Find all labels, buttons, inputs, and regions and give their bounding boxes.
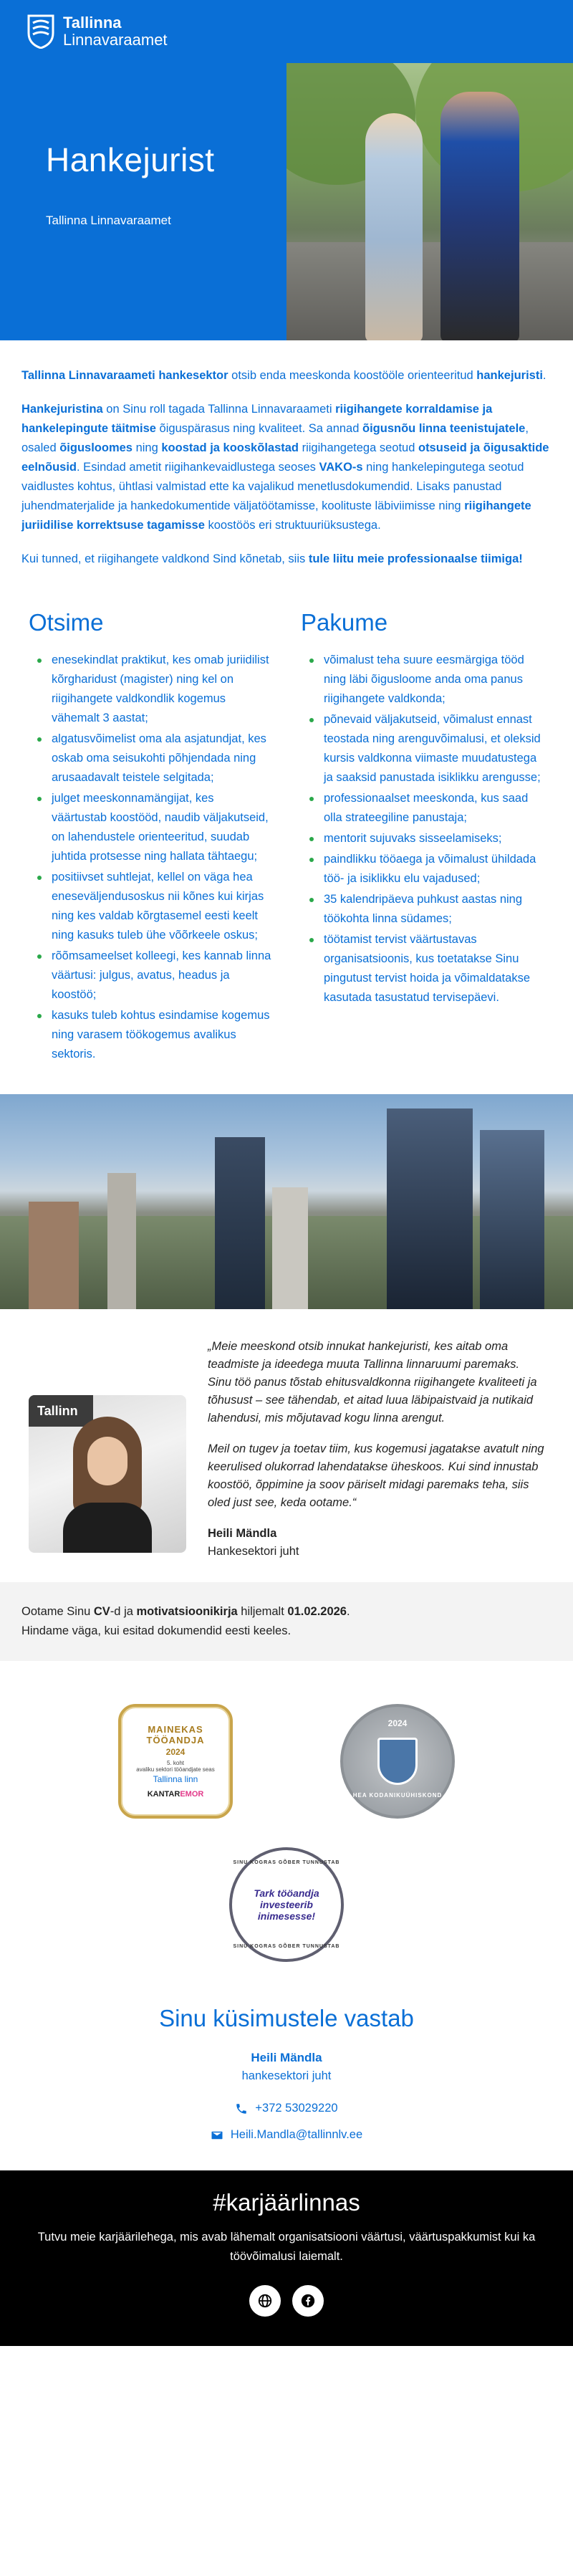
intro-p1-segment: otsib enda meeskonda koostööle orienteeritud (228, 369, 477, 382)
pakume-heading: Pakume (301, 609, 388, 636)
otsime-heading: Otsime (29, 609, 104, 636)
pakume-item: 35 kalendripäeva puhkust aastas ning töökohta linna südames; (301, 890, 544, 929)
intro-p2-segment: riigihangete juriidilise korrektsuse tagamisse (21, 499, 531, 532)
intro-p3-segment: tule liitu meie professionaalse tiimiga! (308, 552, 523, 565)
quote-author-role: Hankesektori juht (208, 1545, 299, 1558)
deadline-date: 01.02.2026 (287, 1605, 347, 1618)
city-photo (0, 1094, 573, 1309)
contact-phone[interactable] (0, 2102, 573, 2115)
contact-email-text[interactable]: Heili.Mandla@tallinnlv.ee (230, 2128, 363, 2141)
intro-p2-segment: , osaled (21, 422, 529, 454)
badge-gold-l5: Tallinna linn (153, 1774, 198, 1784)
deadline-line (21, 1602, 552, 1622)
envelope-icon (211, 2129, 223, 2142)
intro-paragraph-2 (21, 400, 552, 535)
intro-p2-segment: õigusnõu linna teenistujatele (362, 422, 526, 435)
tark-tooandja-badge (229, 1847, 344, 1962)
intro-p2-segment: ning hankelepingutega seotud vaidlustes kohtus, ühtlasi valmistad ette ka vajalikud menetlusdokumendid. Lisaks panustad juhendmaterjalide ja hankedokumentide väljatöötamisse, koolituste läbiviimisse ning (21, 461, 524, 512)
pakume-item: paindlikku tööaega ja võimalust ühildada töö- ja isiklikku elu vajadused; (301, 850, 544, 889)
contact-heading: Sinu küsimustele vastab (159, 2005, 414, 2031)
logo-line2: Linnavaraamet (63, 31, 168, 49)
facebook-icon (300, 2293, 316, 2309)
contact-phone-text[interactable]: +372 53029220 (255, 2102, 338, 2115)
intro-p2-segment: ning (132, 441, 162, 454)
intro-p3-segment: Kui tunned, et riigihangete valdkond Sind kõnetab, siis (21, 552, 309, 565)
otsime-item: enesekindlat praktikut, kes omab juriidilist kõrgharidust (magister) ning kel on riigihangete valdkondlik kogemus vähemalt 3 aastat; (29, 651, 272, 728)
contact-name: Heili Mändla (251, 2051, 322, 2064)
portrait-brand-text: Tallinn (29, 1395, 93, 1427)
phone-icon (235, 2102, 248, 2115)
intro-p2-segment: õigusloomes (59, 441, 133, 454)
contact-email[interactable] (0, 2128, 573, 2142)
badge-round-text: Tark tööandja investeerib inimesesse! (254, 1887, 319, 1922)
intro-p2-segment: on Sinu roll tagada Tallinna Linnavaraameti (102, 403, 336, 416)
footer (0, 2170, 573, 2346)
pakume-list (301, 651, 544, 1007)
intro-p2-segment: riigihangete korraldamise ja hankelepingute täitmise (21, 403, 493, 435)
intro-p2-segment: koostad ja kooskõlastad (161, 441, 299, 454)
mainekas-tooandja-badge (118, 1704, 233, 1819)
logo-text (63, 14, 168, 49)
intro-p2-segment: koostöös eri struktuuriüksustega. (204, 519, 381, 532)
footer-heading: #karjäärlinnas (213, 2189, 360, 2216)
intro-paragraph-3 (21, 550, 552, 569)
badge-gold-l4: 5. koht (166, 1760, 184, 1766)
badge-round-ring-bottom: SINU KOGRAS GÕBER TUNNUSTAB (233, 1944, 340, 1949)
otsime-item: julget meeskonnamängijat, kes väärtustab koostööd, naudib väljakutseid, on lahendustele orienteeritud, suudab juhtida protsesse ning hallata tähtaegu; (29, 789, 272, 866)
pakume-item: professionaalset meeskonda, kus saad olla strateegiline panustaja; (301, 789, 544, 828)
logo[interactable] (27, 14, 168, 49)
contact-role: hankesektori juht (241, 2069, 332, 2082)
pakume-item: mentorit sujuvaks sisseelamiseks; (301, 829, 544, 848)
pakume-item: põnevaid väljakutseid, võimalust ennast teostada ning arenguvõimalusi, et oleksid kursis valdkonna viimaste muudatustega ja saaksid panustada isiklikku arengusse; (301, 710, 544, 787)
otsime-item: positiivset suhtlejat, kellel on väga hea eneseväljendusoskus nii kõnes kui kirjas ning kes valdab kõrgtasemel eesti keelt ning kasuks tuleb ühe võõrkeele oskus; (29, 868, 272, 945)
intro-p1-segment: hankejuristi (476, 369, 543, 382)
intro-p2-segment: õiguspärasus ning kvaliteet. Sa annad (155, 422, 362, 435)
quote-paragraph-1: „Meie meeskond otsib innukat hankejuristi, kes aitab oma teadmiste ja ideedega muuta Tallinna linnaruumi paremaks. Sinu töö panus tõstab ehitusvaldkonna riigihangete kvaliteeti ja tõhusust – see tähendab, et aitad luua läbipaistvaid ja nutikaid lahendusi, mis mõjutavad kogu linna arengut. (208, 1340, 537, 1425)
requirements-benefits (0, 590, 573, 1080)
otsime-item: rõõmsameelset kolleegi, kes kannab linna väärtusi: julgus, avatus, headus ja koostöö; (29, 947, 272, 1005)
quote-portrait (29, 1395, 186, 1553)
awards-section (0, 1661, 573, 1983)
quote-author-name: Heili Mändla (208, 1527, 277, 1540)
intro-section (0, 340, 573, 590)
deadline-letter: motivatsioonikirja (136, 1605, 238, 1618)
badge-gold-l6a: KANTAR (147, 1790, 180, 1799)
deadline-box (0, 1582, 573, 1661)
otsime-column (29, 609, 272, 1066)
intro-p2-segment: riigihangetega seotud (299, 441, 418, 454)
deadline-mid2: hiljemalt (237, 1605, 288, 1618)
intro-p1-segment: Tallinna Linnavaraameti hankesektor (21, 369, 228, 382)
globe-icon (257, 2293, 273, 2309)
logo-line1: Tallinna (63, 14, 122, 32)
otsime-item: algatusvõimelist oma ala asjatundjat, kes oskab oma seisukohti põhjendada ning arusaadavalt teistele selgitada; (29, 729, 272, 787)
deadline-mid: -d ja (110, 1605, 137, 1618)
deadline-cv: CV (93, 1605, 110, 1618)
pakume-item: võimalust teha suure eesmärgiga tööd ning läbi õigusloome anda oma panus riigihangete valdkonda; (301, 651, 544, 709)
pakume-item: töötamist tervist väärtustavas organisatsioonis, kus toetatakse Sinu pingutust tervist hoida ja võimaldatakse kasutada tasustatud tervisepäevi. (301, 930, 544, 1007)
deadline-end: . (347, 1605, 350, 1618)
page-title: Hankejurist (46, 141, 215, 178)
hero-text-panel (0, 63, 286, 340)
shield-icon (377, 1738, 418, 1785)
hero-subtitle: Tallinna Linnavaraamet (46, 214, 171, 227)
badge-gold-l6b: EMOR (180, 1790, 204, 1799)
intro-p2-segment: otsuseid ja õigusaktide eelnõusid (21, 441, 549, 474)
pakume-column (301, 609, 544, 1066)
deadline-line-2: Hindame väga, kui esitad dokumendid eesti keeles. (21, 1624, 292, 1637)
badge-grey-text: HEA KODANIKUÜHISKOND (352, 1792, 443, 1799)
intro-paragraph-1 (21, 366, 552, 386)
badge-gold-l1: MAINEKAS (148, 1724, 203, 1735)
intro-p1-segment: . (542, 369, 546, 382)
otsime-list (29, 651, 272, 1064)
quote-section (0, 1309, 573, 1582)
badge-round-ring-top: SINU KOGRAS GÕBER TUNNUSTAB (233, 1860, 340, 1865)
badge-gold-l2: TÖÖANDJA (146, 1735, 205, 1746)
hero-photo (286, 63, 573, 340)
globe-link[interactable] (249, 2285, 281, 2317)
deadline-pre: Ootame Sinu (21, 1605, 94, 1618)
quote-text (208, 1338, 544, 1561)
social-links (29, 2285, 544, 2317)
top-bar (0, 0, 573, 63)
badge-grey-year: 2024 (387, 1718, 408, 1728)
tallinn-logo-icon (27, 14, 54, 49)
otsime-item: kasuks tuleb kohtus esindamise kogemus ning varasem töökogemus avalikus sektoris. (29, 1006, 272, 1064)
intro-p2-segment: VAKO-s (319, 461, 363, 474)
contact-section (0, 1983, 573, 2170)
badge-gold-l4b: avaliku sektori tööandjate seas (136, 1766, 215, 1773)
footer-text: Tutvu meie karjäärilehega, mis avab lähemalt organisatsiooni väärtusi, väärtuspakkumist kui ka töövõimalusi laiemalt. (37, 2231, 536, 2263)
intro-p2-segment: Hankejuristina (21, 403, 103, 416)
facebook-link[interactable] (292, 2285, 324, 2317)
grey-award-badge (340, 1704, 455, 1819)
quote-paragraph-2: Meil on tugev ja toetav tiim, kus kogemusi jagatakse avatult ning keerulised olukorrad lahendatakse üheskoos. Kui sind innustab koostöö, õppimine ja soov päriselt midagi paremaks teha, siis oled just see, keda ootame.“ (208, 1442, 544, 1509)
hero (0, 63, 573, 340)
badge-gold-l3: 2024 (165, 1747, 186, 1757)
intro-p2-segment: . Esindad ametit riigihankevaidlustega seoses (77, 461, 319, 474)
